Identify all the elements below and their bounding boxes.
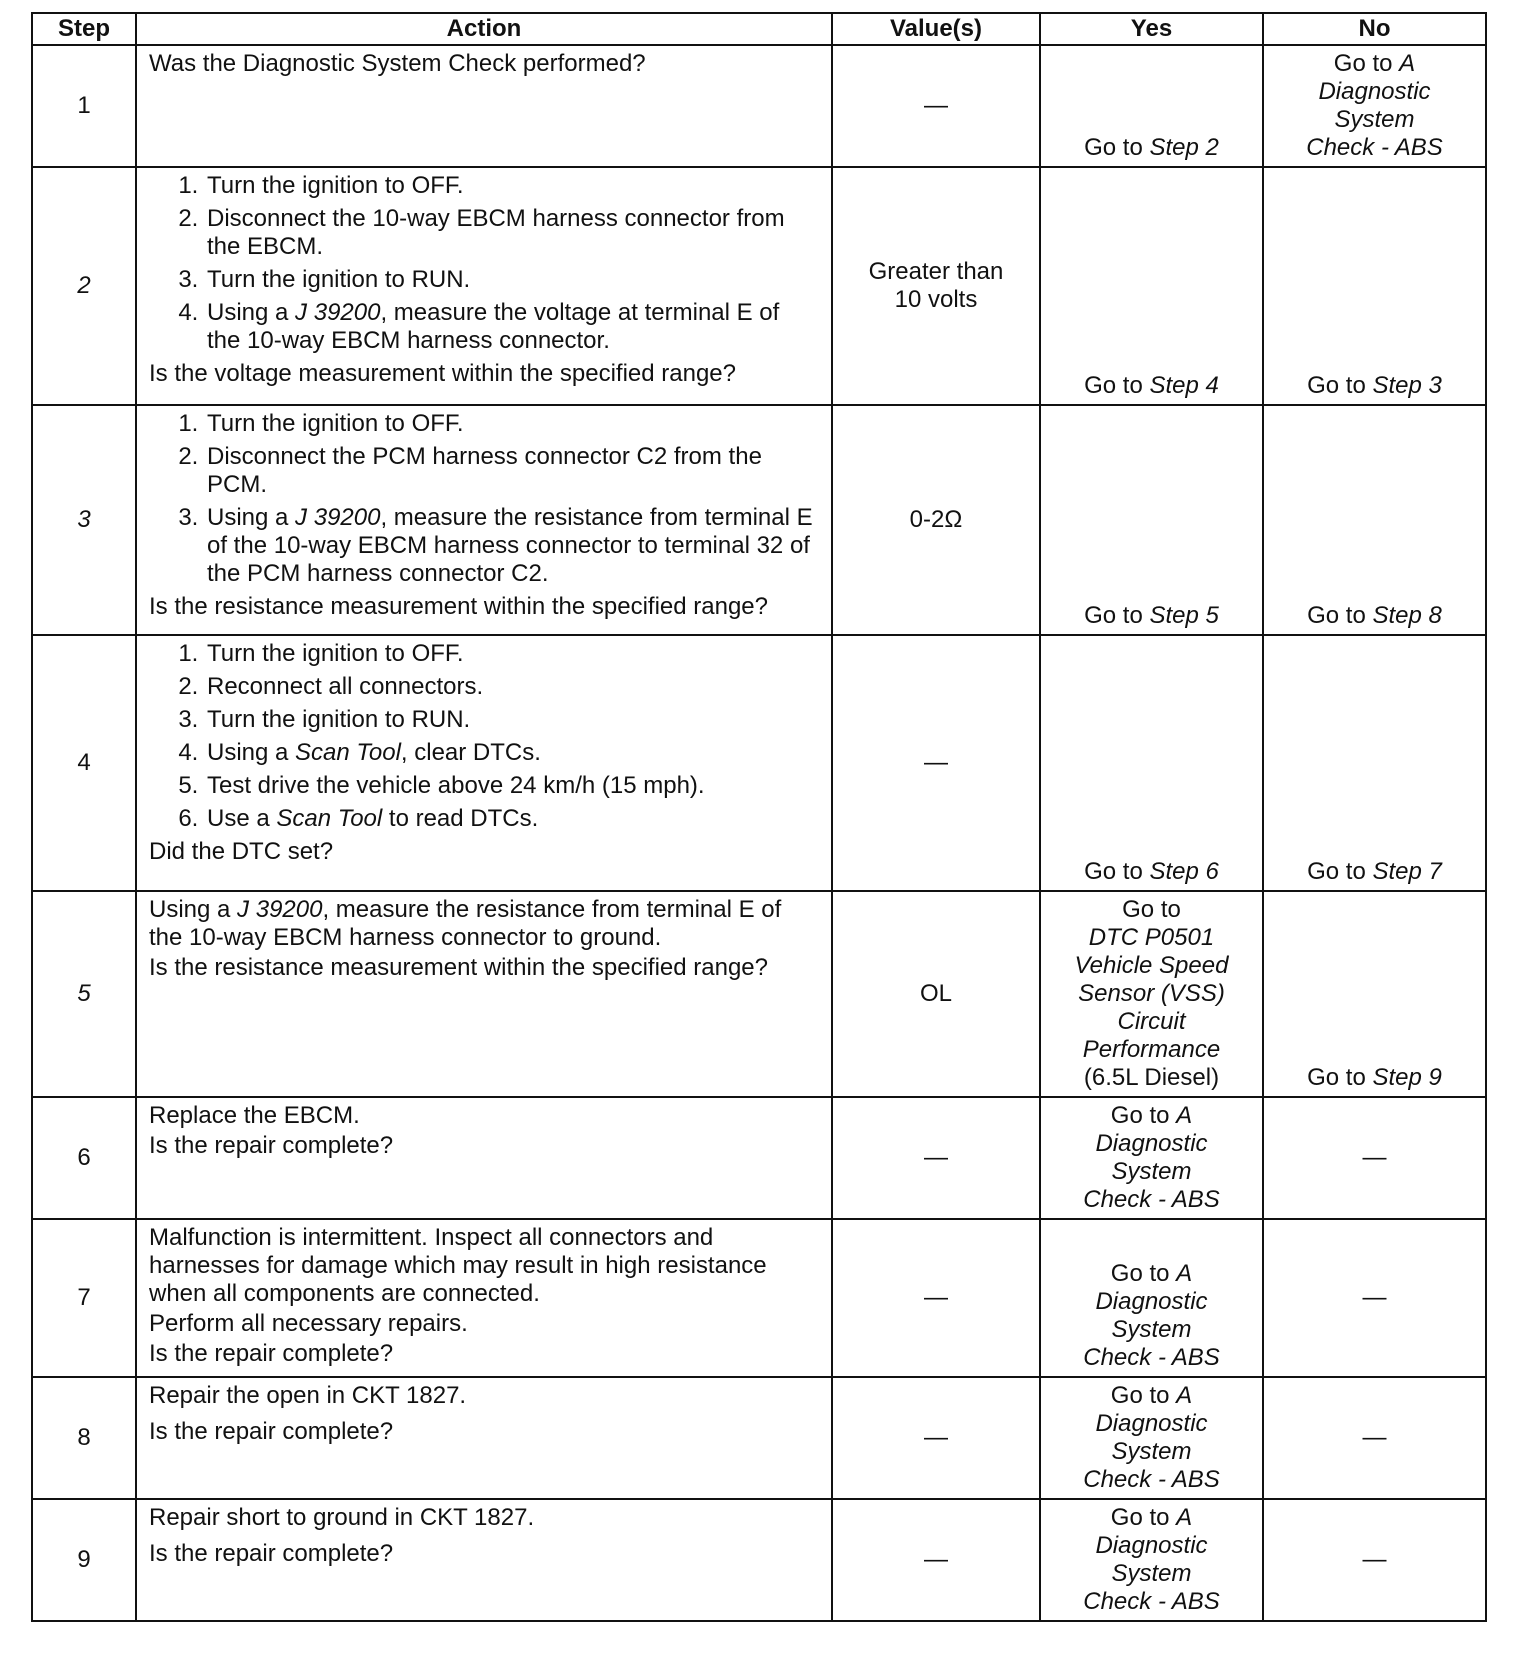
diagnostic-table <box>31 12 1487 1622</box>
tool-name: J 39200 <box>295 504 381 531</box>
yes-link-line[interactable]: Diagnostic <box>1095 1130 1208 1157</box>
header-yes: Yes <box>1040 13 1263 45</box>
step-number: 5 <box>32 891 136 1097</box>
no-cell[interactable] <box>1263 891 1486 1097</box>
no-dash: — <box>1362 1424 1387 1451</box>
no-prefix: Go to <box>1307 372 1373 399</box>
action-question: Is the repair complete? <box>149 1418 394 1445</box>
value-dash: — <box>924 749 948 776</box>
yes-link[interactable]: Step 4 <box>1149 372 1219 399</box>
no-link-line[interactable]: System <box>1334 106 1415 133</box>
tool-name: Scan Tool <box>276 805 383 832</box>
procedure-item <box>205 739 819 767</box>
yes-link-line[interactable]: Circuit <box>1117 1008 1186 1035</box>
yes-link-line[interactable]: System <box>1111 1158 1192 1185</box>
step-number: 8 <box>32 1377 136 1499</box>
value-dash: — <box>924 1144 948 1171</box>
header-no: No <box>1263 13 1486 45</box>
action-cell <box>136 1499 832 1621</box>
yes-link-line[interactable]: System <box>1111 1560 1192 1587</box>
action-question: Is the repair complete? <box>149 1340 394 1367</box>
step-number: 2 <box>32 167 136 405</box>
text-fragment: , measure the resistance from terminal E of the 10-way EBCM harness connector to ground. <box>149 896 782 951</box>
value-cell <box>832 1377 1040 1499</box>
no-dash: — <box>1362 1284 1387 1311</box>
step-number: 1 <box>32 45 136 167</box>
table-row <box>32 1219 1486 1377</box>
no-prefix: Go to <box>1307 602 1373 629</box>
yes-link-line[interactable]: Check - ABS <box>1083 1466 1220 1493</box>
value-cell <box>832 167 1040 405</box>
no-link-line[interactable]: Diagnostic <box>1318 78 1431 105</box>
action-text: Replace the EBCM. <box>149 1102 360 1129</box>
no-prefix: Go to <box>1307 1064 1373 1091</box>
yes-cell[interactable] <box>1040 1219 1263 1377</box>
procedure-list <box>149 410 819 588</box>
no-cell[interactable] <box>1263 405 1486 635</box>
no-dash: — <box>1362 1546 1387 1573</box>
header-action: Action <box>136 13 832 45</box>
text-fragment: Using a <box>149 896 238 923</box>
yes-prefix: Go to <box>1084 372 1150 399</box>
tool-name: J 39200 <box>295 299 381 326</box>
yes-cell[interactable] <box>1040 891 1263 1097</box>
yes-link[interactable]: Step 6 <box>1149 858 1219 885</box>
value-cell <box>832 1219 1040 1377</box>
text-fragment: Using a <box>207 739 296 766</box>
yes-cell[interactable] <box>1040 45 1263 167</box>
value-dash: — <box>924 1284 948 1311</box>
procedure-item: 2. Disconnect the PCM harness connector C2 from the PCM. <box>205 443 819 499</box>
procedure-item <box>205 805 819 833</box>
action-question: Is the repair complete? <box>149 1540 394 1567</box>
action-cell <box>136 405 832 635</box>
yes-prefix: Go to <box>1084 134 1150 161</box>
procedure-item: 1. Turn the ignition to OFF. <box>205 640 819 668</box>
action-cell <box>136 891 832 1097</box>
text-fragment: Using a <box>207 504 296 531</box>
procedure-item: 1. Turn the ignition to OFF. <box>205 172 819 200</box>
header-row <box>32 13 1486 45</box>
value-cell <box>832 1097 1040 1219</box>
procedure-item: 1. Turn the ignition to OFF. <box>205 410 819 438</box>
table-row <box>32 45 1486 167</box>
yes-link-line[interactable]: Check - ABS <box>1083 1344 1220 1371</box>
no-link[interactable]: A <box>1399 50 1416 77</box>
no-prefix: Go to <box>1333 50 1400 77</box>
table-row <box>32 1097 1486 1219</box>
value-cell <box>832 405 1040 635</box>
no-prefix: Go to <box>1307 858 1373 885</box>
table-row <box>32 405 1486 635</box>
step-number: 6 <box>32 1097 136 1219</box>
no-cell[interactable] <box>1263 167 1486 405</box>
yes-link[interactable]: A <box>1176 1102 1193 1129</box>
action-text <box>149 896 819 952</box>
yes-cell[interactable] <box>1040 167 1263 405</box>
procedure-item: 2. Disconnect the 10-way EBCM harness connector from the EBCM. <box>205 205 819 261</box>
no-cell <box>1263 1219 1486 1377</box>
action-text: Malfunction is intermittent. Inspect all connectors and harnesses for damage which may result in high resistance when all components are connected. <box>149 1224 767 1307</box>
table-row <box>32 635 1486 891</box>
no-link[interactable]: Step 7 <box>1372 858 1442 885</box>
value-dash: — <box>924 92 948 119</box>
procedure-list <box>149 172 819 355</box>
yes-link-line[interactable]: (6.5L Diesel) <box>1083 1064 1220 1091</box>
action-cell <box>136 167 832 405</box>
yes-cell[interactable] <box>1040 1499 1263 1621</box>
no-cell <box>1263 1097 1486 1219</box>
no-link[interactable]: Step 9 <box>1372 1064 1442 1091</box>
yes-prefix: Go to <box>1122 896 1181 923</box>
value-line: Greater than <box>868 258 1004 285</box>
yes-prefix: Go to <box>1110 1382 1177 1409</box>
table-row <box>32 1499 1486 1621</box>
yes-cell[interactable] <box>1040 1097 1263 1219</box>
action-question: Is the voltage measurement within the specified range? <box>149 360 737 387</box>
action-cell <box>136 1377 832 1499</box>
procedure-item: 3. Turn the ignition to RUN. <box>205 706 819 734</box>
value-cell <box>832 45 1040 167</box>
action-question: Was the Diagnostic System Check performed? <box>149 50 646 77</box>
no-cell <box>1263 1499 1486 1621</box>
yes-prefix: Go to <box>1110 1102 1177 1129</box>
tool-name: Scan Tool <box>295 739 401 766</box>
yes-link-line[interactable]: Diagnostic <box>1095 1288 1208 1315</box>
value-line: 10 volts <box>894 286 978 313</box>
yes-link-line[interactable]: Diagnostic <box>1095 1410 1208 1437</box>
yes-link[interactable]: DTC P0501 <box>1088 924 1215 951</box>
yes-link-line[interactable]: Check - ABS <box>1083 1186 1220 1213</box>
value-cell <box>832 635 1040 891</box>
yes-link-line[interactable]: Sensor (VSS) <box>1078 980 1225 1007</box>
action-question: Is the repair complete? <box>149 1132 394 1159</box>
header-step: Step <box>32 13 136 45</box>
procedure-item: 5. Test drive the vehicle above 24 km/h (15 mph). <box>205 772 819 800</box>
no-dash: — <box>1362 1144 1387 1171</box>
text-fragment: , measure the resistance from terminal E of the 10-way EBCM harness connector to terminal 32 of the PCM harness connector C2. <box>207 504 813 587</box>
value-text: 0-2Ω <box>909 506 963 533</box>
value-dash: — <box>924 1546 948 1573</box>
yes-link[interactable]: A <box>1176 1260 1193 1287</box>
yes-prefix: Go to <box>1110 1260 1177 1287</box>
value-text: OL <box>919 980 952 1007</box>
yes-link-line[interactable]: Performance <box>1082 1036 1221 1063</box>
action-cell <box>136 1219 832 1377</box>
tool-name: J 39200 <box>237 896 323 923</box>
procedure-item <box>205 299 819 355</box>
action-cell <box>136 1097 832 1219</box>
value-cell <box>832 1499 1040 1621</box>
yes-cell[interactable] <box>1040 1377 1263 1499</box>
text-fragment: to read DTCs. <box>382 805 539 832</box>
step-number: 4 <box>32 635 136 891</box>
action-cell <box>136 635 832 891</box>
no-cell <box>1263 1377 1486 1499</box>
procedure-item: 2. Reconnect all connectors. <box>205 673 819 701</box>
action-question: Is the resistance measurement within the specified range? <box>149 954 768 981</box>
value-dash: — <box>924 1424 948 1451</box>
action-text: Perform all necessary repairs. <box>149 1310 468 1337</box>
no-link[interactable]: Step 3 <box>1372 372 1442 399</box>
yes-cell[interactable] <box>1040 405 1263 635</box>
step-number: 9 <box>32 1499 136 1621</box>
table-row <box>32 1377 1486 1499</box>
yes-link-line[interactable]: System <box>1111 1438 1192 1465</box>
yes-link[interactable]: Step 5 <box>1149 602 1219 629</box>
table-row <box>32 891 1486 1097</box>
no-link-line[interactable]: Check - ABS <box>1306 134 1443 161</box>
yes-link[interactable]: A <box>1176 1504 1193 1531</box>
text-fragment: , clear DTCs. <box>400 739 541 766</box>
procedure-item <box>205 504 819 588</box>
action-text: Repair short to ground in CKT 1827. <box>149 1504 535 1531</box>
value-cell <box>832 891 1040 1097</box>
text-fragment: Use a <box>207 805 277 832</box>
text-fragment: , measure the voltage at terminal E of the 10-way EBCM harness connector. <box>207 299 780 354</box>
yes-link-line[interactable]: Vehicle Speed <box>1074 952 1229 979</box>
no-cell[interactable] <box>1263 45 1486 167</box>
action-question: Is the resistance measurement within the specified range? <box>149 593 768 620</box>
no-cell[interactable] <box>1263 635 1486 891</box>
action-text: Repair the open in CKT 1827. <box>149 1382 467 1409</box>
procedure-item: 3. Turn the ignition to RUN. <box>205 266 819 294</box>
yes-link[interactable]: Step 2 <box>1149 134 1219 161</box>
yes-prefix: Go to <box>1084 858 1150 885</box>
no-link[interactable]: Step 8 <box>1372 602 1442 629</box>
yes-link-line[interactable]: Diagnostic <box>1095 1532 1208 1559</box>
header-values: Value(s) <box>832 13 1040 45</box>
table-row <box>32 167 1486 405</box>
action-question: Did the DTC set? <box>149 838 334 865</box>
yes-link-line[interactable]: System <box>1111 1316 1192 1343</box>
step-number: 3 <box>32 405 136 635</box>
yes-cell[interactable] <box>1040 635 1263 891</box>
action-cell <box>136 45 832 167</box>
step-number: 7 <box>32 1219 136 1377</box>
yes-link[interactable]: A <box>1176 1382 1193 1409</box>
yes-prefix: Go to <box>1110 1504 1177 1531</box>
procedure-list <box>149 640 819 833</box>
yes-link-line[interactable]: Check - ABS <box>1083 1588 1220 1615</box>
yes-prefix: Go to <box>1084 602 1150 629</box>
text-fragment: Using a <box>207 299 296 326</box>
